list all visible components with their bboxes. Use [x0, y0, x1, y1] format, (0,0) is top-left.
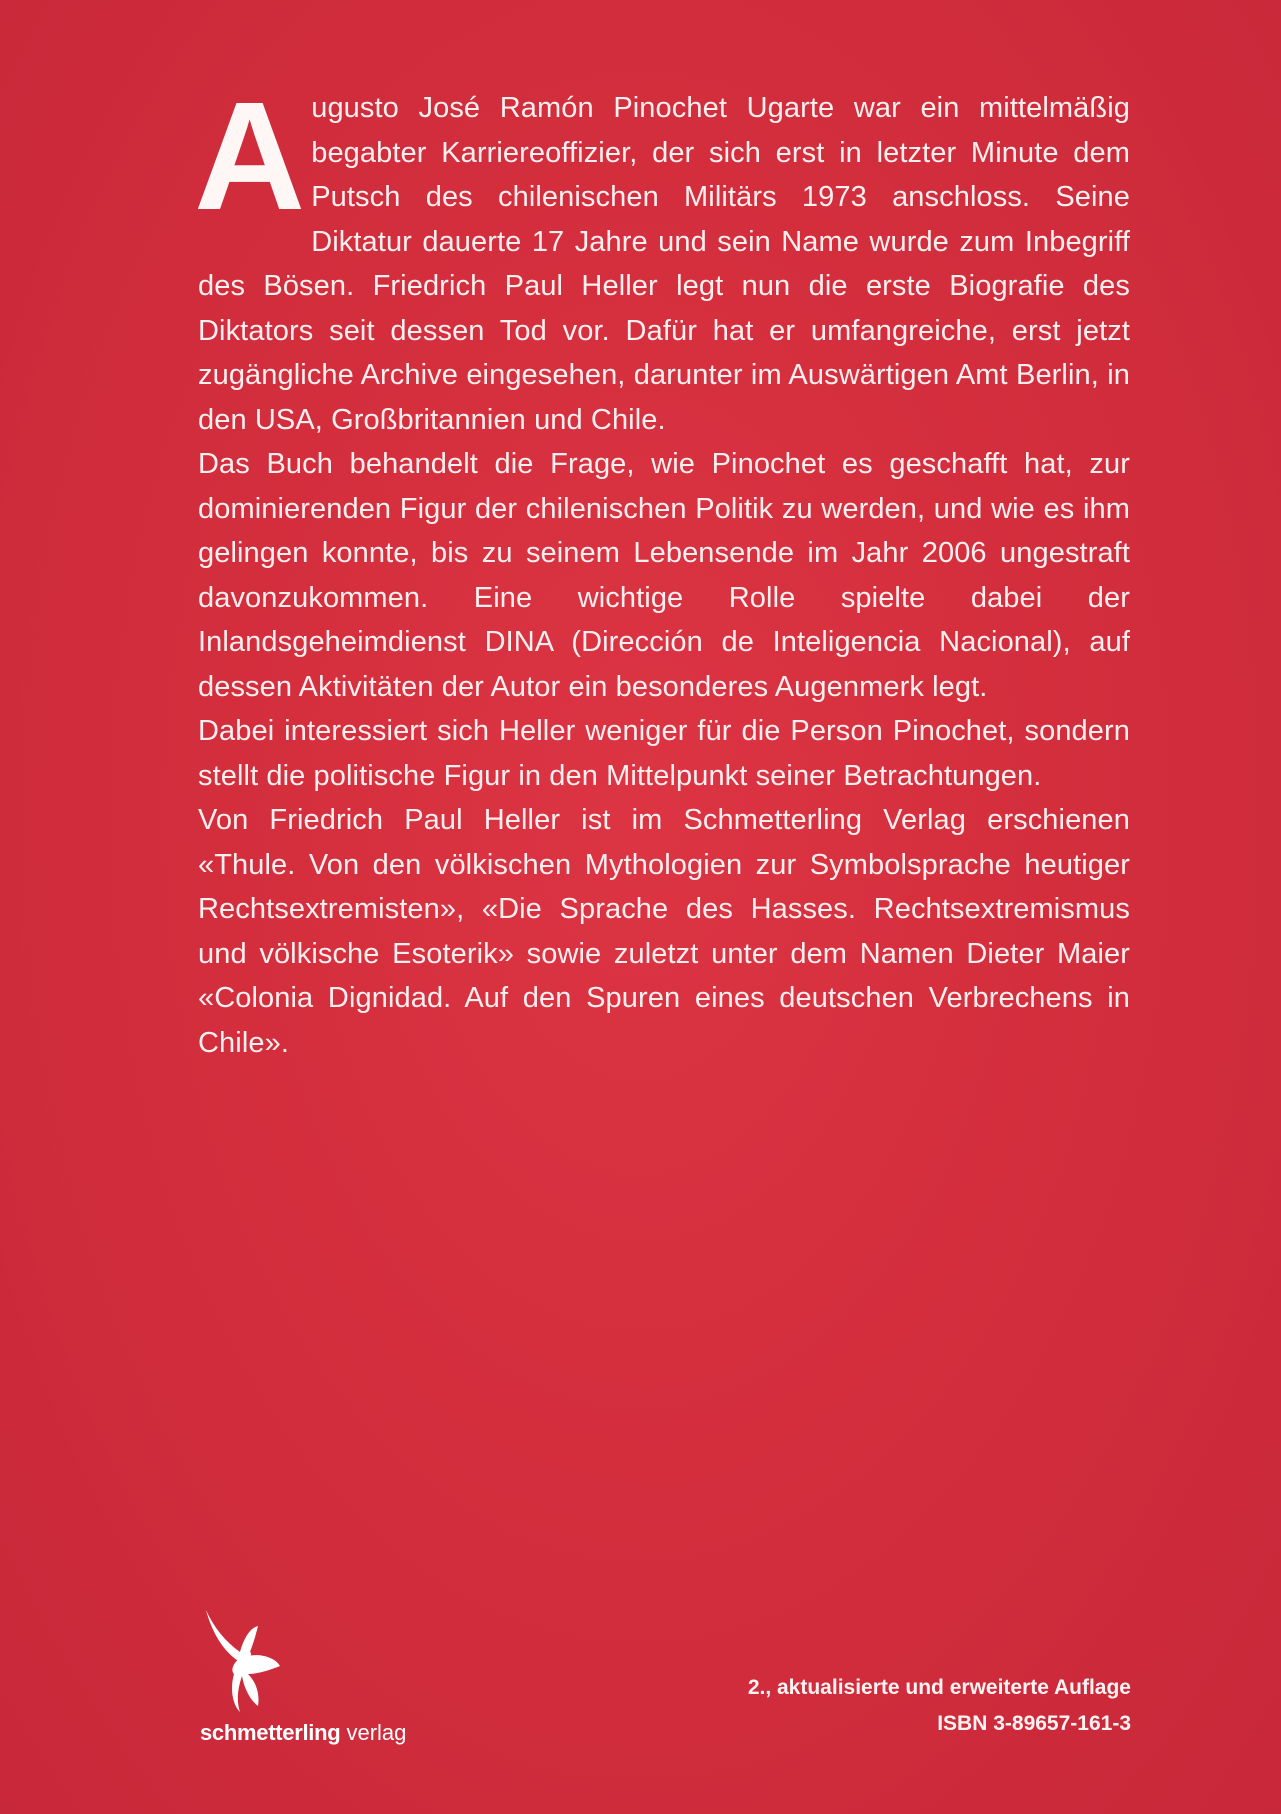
paragraph-4: Von Friedrich Paul Heller ist im Schmetterling Verlag erschienen «Thule. Von den völkischen Mythologien zur Symbolsprache heutiger Rechtsextremisten», «Die Sprache des Hasses. Rechtsextremismus und völkische Esoterik» sowie zuletzt unter dem Namen Dieter Maier «Colonia Dignidad. Auf den Spuren eines deutschen Verbrechens in Chile».	[198, 804, 1130, 1059]
publisher-name-bold: schmetterling	[200, 1720, 341, 1745]
paragraph-3: Dabei interessiert sich Heller weniger für die Person Pinochet, sondern stellt die politische Figur in den Mittelpunkt seiner Betrachtungen.	[198, 715, 1130, 792]
butterfly-figure-icon	[200, 1608, 290, 1720]
paragraph-1	[194, 70, 1130, 442]
edition-info	[748, 1670, 1131, 1742]
isbn: ISBN 3-89657-161-3	[937, 1712, 1131, 1735]
drop-cap: A	[194, 70, 304, 242]
paragraph-2: Das Buch behandelt die Frage, wie Pinochet es geschafft hat, zur dominierenden Figur der chilenischen Politik zu werden, und wie es ihm gelingen konnte, bis zu seinem Lebensende im Jahr 2006 ungestraft davonzukommen. Eine wichtige Rolle spielte dabei der Inlandsgeheimdienst DINA (Dirección de Inteligencia Nacional), auf dessen Aktivitäten der Autor ein besonderes Augenmerk legt.	[198, 448, 1130, 703]
publisher-name-regular: verlag	[340, 1720, 407, 1745]
publisher-name	[200, 1720, 406, 1746]
paragraph-1-text: ugusto José Ramón Pinochet Ugarte war ein mittelmäßig begabter Karriereoffizier, der sich erst in letzter Minute dem Putsch des chilenischen Militärs 1973 anschloss. Seine Diktatur dauerte 17 Jahre und sein Name wurde zum Inbegriff des Bösen. Friedrich Paul Heller legt nun die erste Biografie des Diktators seit dessen Tod vor. Dafür hat er umfangreiche, erst jetzt zugängliche Archive eingesehen, darunter im Auswärtigen Amt Berlin, in den USA, Großbritannien und Chile.	[198, 92, 1130, 436]
blurb-text	[194, 70, 1130, 1065]
edition-label: 2., aktualisierte und erweiterte Auflage	[747, 1676, 1131, 1699]
publisher-logo	[200, 1608, 440, 1748]
